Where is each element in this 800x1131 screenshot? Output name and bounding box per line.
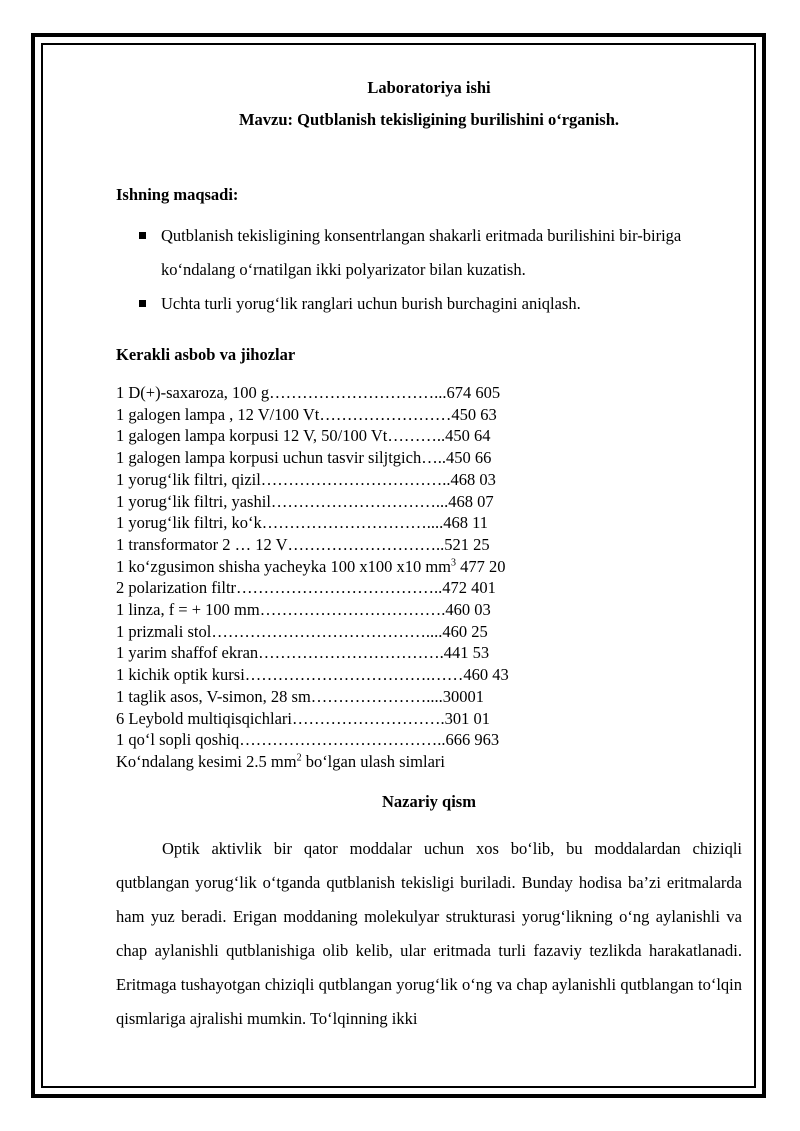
square-bullet-icon [139,300,146,307]
goals-list [116,219,742,321]
equipment-item: 1 galogen lampa korpusi 12 V, 50/100 Vt………..450 64 [116,426,491,446]
equipment-item-cuvette: 1 ko‘zgusimon shisha yacheyka 100 x100 x10 $mm^3$ 477 20 [116,556,506,576]
square-bullet-icon [139,232,146,239]
equipment-item: 1 taglik asos, V-simon, 28 sm…………………....30001 [116,686,485,706]
equipment-list [116,382,742,773]
equipment-item: 1 qo‘l sopli qoshiq………………………………..666 963 [116,730,500,750]
equipment-item: 1 galogen lampa , 12 V/100 Vt……………………450 63 [116,404,497,424]
equipment-item: 1 linza, f = + 100 mm…………………………….460 03 [116,600,491,620]
equipment-item: 1 kichik optik kursi…………………………….……460 43 [116,665,509,685]
goal-text: Qutblanish tekisligining konsentrlangan shakarli eritmada burilishini bir-biriga ko‘ndalang o‘rnatilgan ikki polyarizator bilan kuzatish. [161,226,682,279]
equipment-item: 1 prizmali stol…………………………………....460 25 [116,621,488,641]
equipment-item: 1 yorug‘lik filtri, qizil……………………………..468 03 [116,469,496,489]
theory-paragraph: Optik aktivlik bir qator moddalar uchun xos bo‘lib, bu moddalardan chiziqli qutblangan yorug‘lik o‘tganda qutblanish tekisligi buriladi. Bunday hodisa ba’zi eritmalarda ham yuz beradi. Erigan moddaning molekulyar strukturasi yorug‘likning o‘ng aylanishli va chap aylanishli qutblanishiga olib kelib, ular eritmada turli fazaviy tezlikda harakatlanadi. Eritmaga tushayotgan chiziqli qutblangan yorug‘lik o‘ng va chap aylanishli qutblangan to‘lqin qismlariga ajralishi mumkin. To‘lqinning ikki [116,838,742,1028]
equipment-item: 6 Leybold multiqisqichlari……………………….301 01 [116,708,490,728]
list-item [116,219,742,287]
document-title: Laboratoriya ishi [367,78,491,97]
equipment-item: 1 yorug‘lik filtri, ko‘k…………………………....468 11 [116,513,488,533]
goal-text: Uchta turli yorug‘lik ranglari uchun burish burchagini aniqlash. [161,294,581,313]
goals-heading: Ishning maqsadi: [116,185,239,204]
equipment-heading: Kerakli asbob va jihozlar [116,345,296,364]
equipment-item-wires: Ko‘ndalang kesimi 2.5 $mm^2$ bo‘lgan ulash simlari [116,751,445,771]
equipment-item: 1 galogen lampa korpusi uchun tasvir siljtgich…..450 66 [116,448,492,468]
theory-heading: Nazariy qism [382,791,476,811]
equipment-item: 1 transformator 2 … 12 V………………………..521 25 [116,534,490,554]
equipment-item: 1 yarim shaffof ekran…………………………….441 53 [116,643,490,663]
equipment-item: 1 yorug‘lik filtri, yashil…………………………...468 07 [116,491,494,511]
equipment-item: 1 D(+)-saxaroza, 100 g…………………………...674 605 [116,383,501,402]
list-item [116,287,742,321]
equipment-item: 2 polarization filtr………………………………..472 401 [116,578,496,598]
document-topic: Mavzu: Qutblanish tekisligining burilishini o‘rganish. [238,110,620,129]
document-body [116,74,742,1036]
